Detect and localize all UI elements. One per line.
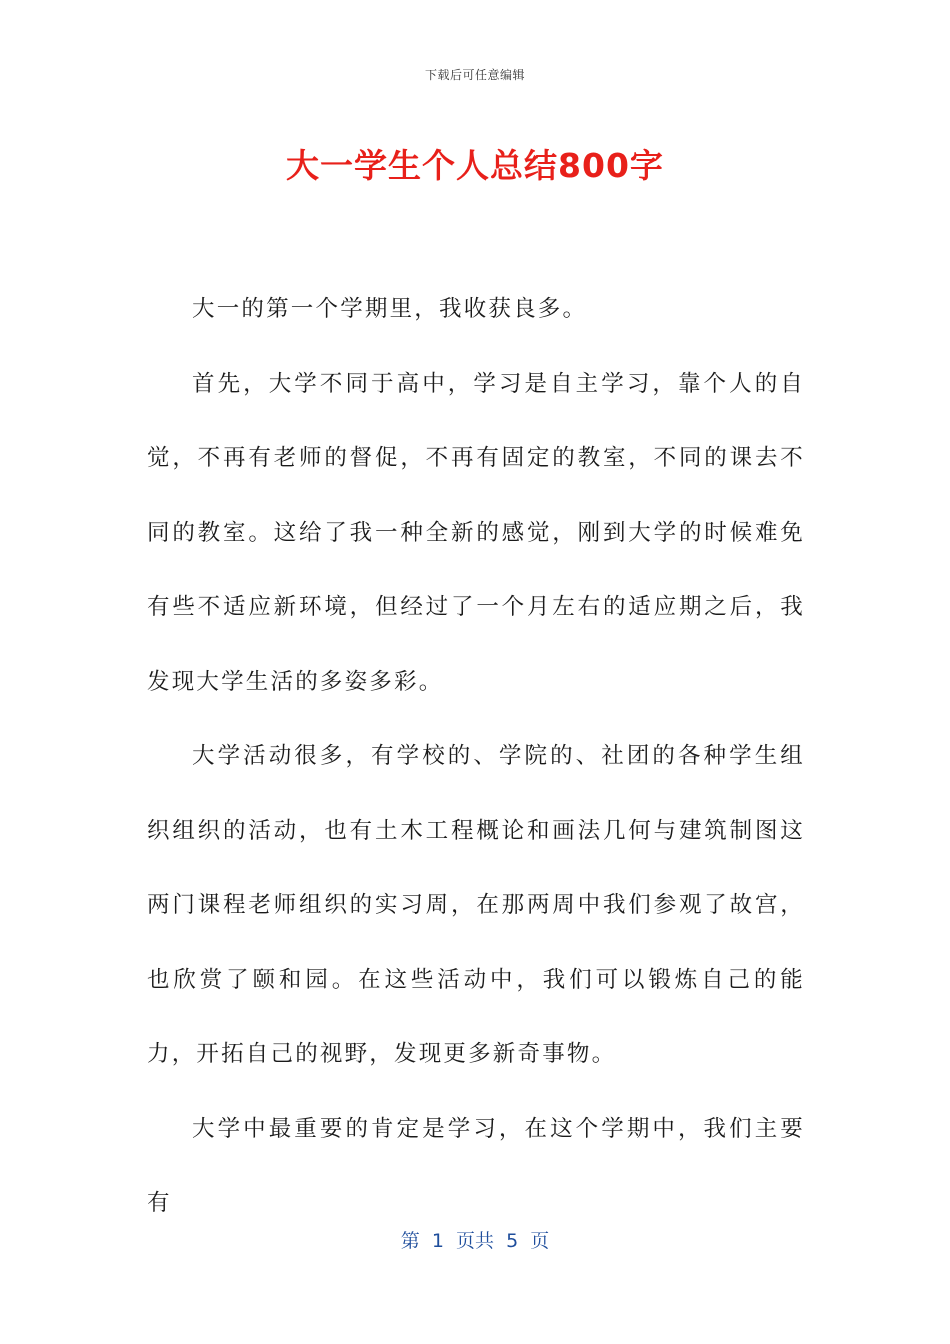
paragraph: 大一的第一个学期里，我收获良多。 [192, 296, 588, 322]
paragraph: 首先，大学不同于高中，学习是自主学习，靠个人的自觉，不再有老师的督促，不再有固定的教室，不同的课去不同的教室。这给了我一种全新的感觉，刚到大学的时候难免有些不适应新环境，但经过了一个月左右的适应期之后，我发现大学生活的多姿多彩。 [147, 370, 805, 695]
page-number-footer: 第 1 页共 5 页 [400, 1230, 550, 1252]
header-note: 下载后可任意编辑 [424, 68, 525, 82]
document-body [147, 272, 805, 1241]
paragraph: 大学活动很多，有学校的、学院的、社团的各种学生组织组织的活动，也有土木工程概论和画法几何与建筑制图这两门课程老师组织的实习周，在那两周中我们参观了故宫，也欣赏了颐和园。在这些活动中，我们可以锻炼自己的能力，开拓自己的视野，发现更多新奇事物。 [147, 743, 805, 1067]
document-title: 大一学生个人总结800字 [286, 146, 664, 185]
paragraph: 大学中最重要的肯定是学习，在这个学期中，我们主要有 [147, 1115, 805, 1216]
